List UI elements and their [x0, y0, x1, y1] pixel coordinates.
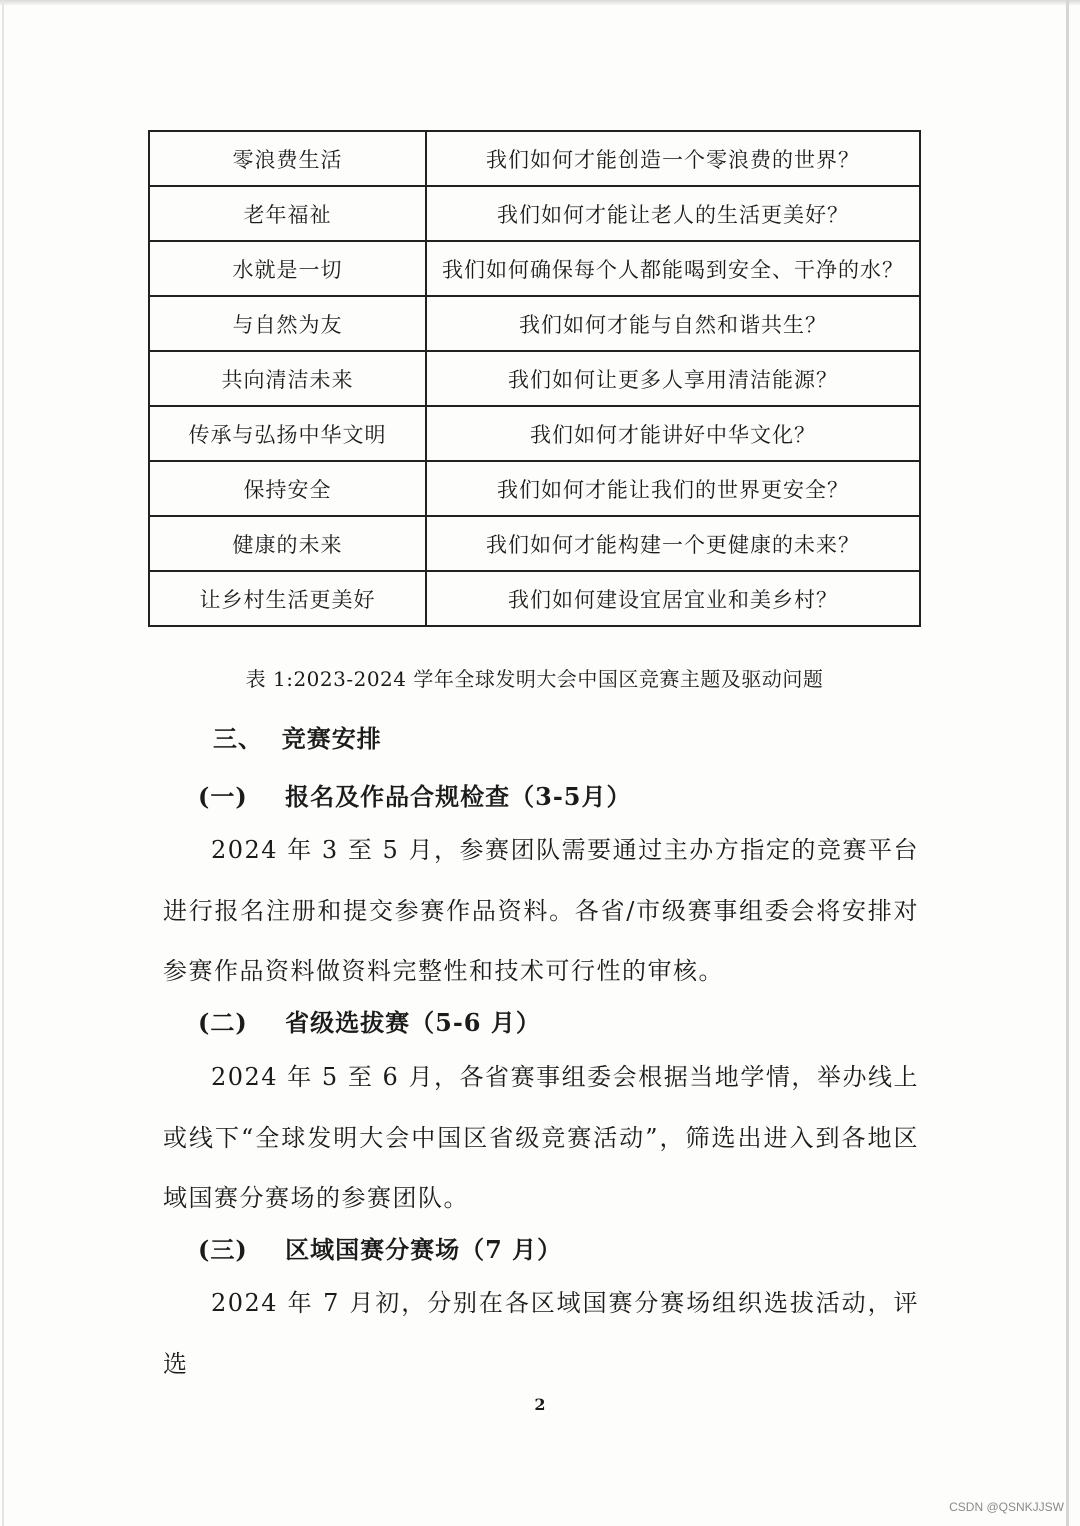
theme-cell: 共向清洁未来 [149, 351, 426, 406]
subsection-heading-registration: (一) 报名及作品合规检查（3-5月） [198, 782, 632, 811]
theme-cell: 老年福祉 [149, 186, 426, 241]
table-row [149, 406, 920, 461]
table-row [149, 516, 920, 571]
question-cell: 我们如何才能讲好中华文化？ [426, 406, 920, 461]
page-right-edge [1066, 0, 1069, 1526]
paragraph-regional: 2024 年 7 月初，分别在各区域国赛分赛场组织选拔活动，评选 [163, 1289, 919, 1378]
theme-cell: 传承与弘扬中华文明 [149, 406, 426, 461]
paragraph-registration: 2024 年 3 至 5 月，参赛团队需要通过主办方指定的竞赛平台进行报名注册和提交参赛作品资料。各省/市级赛事组委会将安排对参赛作品资料做资料完整性和技术可行性的审核。 [163, 836, 919, 985]
table-row [149, 461, 920, 516]
theme-table [148, 130, 921, 627]
theme-cell: 健康的未来 [149, 516, 426, 571]
page-number: 2 [534, 1395, 546, 1414]
question-cell: 我们如何才能让老人的生活更美好？ [426, 186, 920, 241]
table-row [149, 186, 920, 241]
question-cell: 我们如何才能构建一个更健康的未来？ [426, 516, 920, 571]
theme-cell: 零浪费生活 [149, 131, 426, 186]
table-row [149, 241, 920, 296]
theme-cell: 与自然为友 [149, 296, 426, 351]
theme-cell: 保持安全 [149, 461, 426, 516]
subsection-heading-provincial: (二) 省级选拔赛（5-6 月） [198, 1008, 541, 1037]
section-heading: 三、 竞赛安排 [213, 724, 382, 753]
table-row [149, 351, 920, 406]
question-cell: 我们如何让更多人享用清洁能源？ [426, 351, 920, 406]
question-cell: 我们如何建设宜居宜业和美乡村？ [426, 571, 920, 626]
theme-cell: 水就是一切 [149, 241, 426, 296]
table-row [149, 131, 920, 186]
table-caption: 表 1:2023-2024 学年全球发明大会中国区竞赛主题及驱动问题 [245, 667, 824, 691]
subsection-heading-regional: (三) 区域国赛分赛场（7 月） [198, 1235, 563, 1264]
question-cell: 我们如何确保每个人都能喝到安全、干净的水？ [426, 241, 920, 296]
table-row [149, 571, 920, 626]
page-top-edge [0, 0, 1080, 6]
table-row [149, 296, 920, 351]
page-left-edge [2, 0, 4, 1526]
theme-cell: 让乡村生活更美好 [149, 571, 426, 626]
question-cell: 我们如何才能与自然和谐共生？ [426, 296, 920, 351]
watermark: CSDN @QSNKJJSW [949, 1500, 1064, 1514]
question-cell: 我们如何才能让我们的世界更安全？ [426, 461, 920, 516]
paragraph-provincial: 2024 年 5 至 6 月，各省赛事组委会根据当地学情，举办线上或线下“全球发明大会中国区省级竞赛活动”，筛选出进入到各地区域国赛分赛场的参赛团队。 [163, 1063, 919, 1212]
question-cell: 我们如何才能创造一个零浪费的世界？ [426, 131, 920, 186]
